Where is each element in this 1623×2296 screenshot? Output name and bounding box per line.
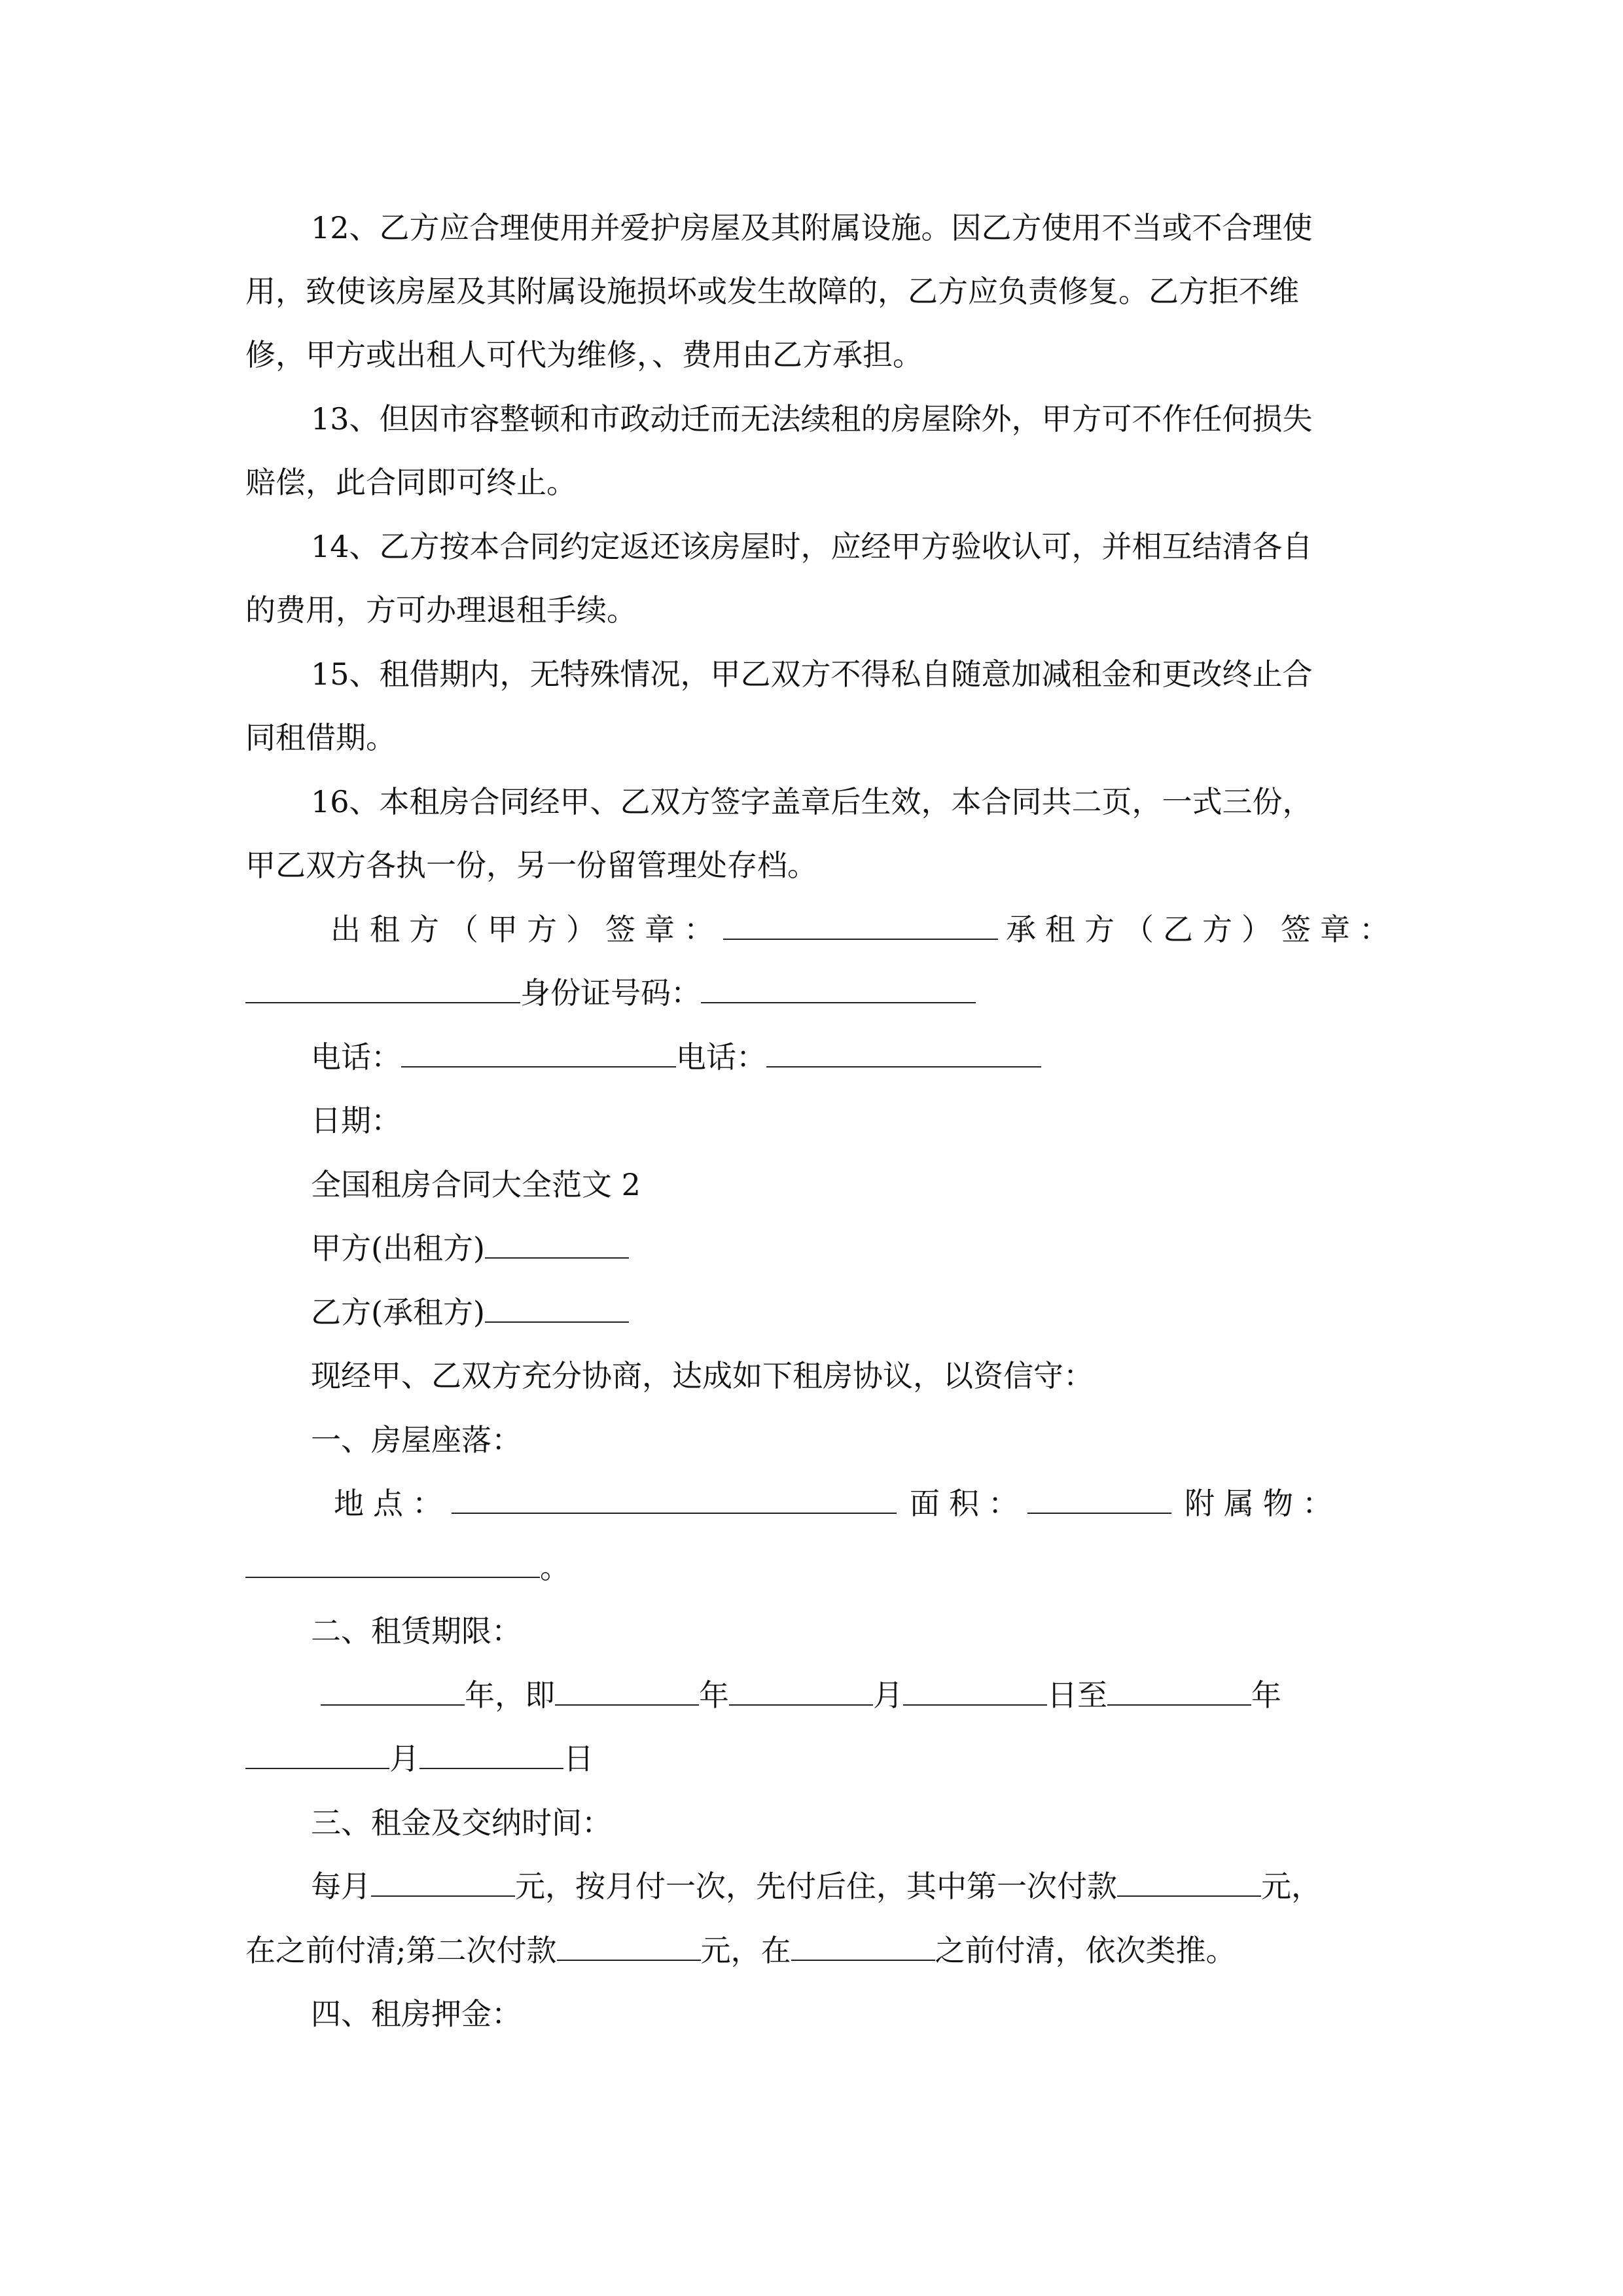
party-a-blank[interactable] [485,1229,629,1259]
yuan-at-label: 元，在 [700,1933,791,1968]
party-b-blank[interactable] [485,1293,629,1323]
clause-14-line-2: 的费用，方可办理退租手续。 [245,592,637,628]
yuan-comma: 元， [1261,1869,1321,1904]
attachment-label: 附属物： [1185,1486,1342,1521]
clause-16-line-1: 16、本租房合同经甲、乙双方签字盖章后生效，本合同共二页，一式三份， [311,784,1313,819]
clause-13-line-2: 赔偿，此合同即可终止。 [245,465,577,500]
start-day-blank[interactable] [903,1676,1047,1706]
id-number-label: 身份证号码： [520,975,701,1011]
attachment-blank[interactable] [245,1548,540,1578]
signature-row-1 [330,910,1399,949]
pay-before-label: 在之前付清;第二次付款 [245,1933,557,1968]
pay-before-2-label: 之前付清，依次类推。 [935,1933,1236,1968]
party-a-label: 甲方(出租方) [311,1230,485,1266]
second-date-blank[interactable] [791,1931,935,1961]
end-month-label: 月 [389,1741,419,1776]
area-label: 面积： [910,1486,1027,1521]
section-2-title: 二、租赁期限： [311,1613,522,1649]
start-month-blank[interactable] [729,1676,873,1706]
clause-13-line-1: 13、但因市容整顿和市政动迁而无法续租的房屋除外，甲方可不作任何损失 [311,401,1313,437]
party-b-row [311,1293,629,1332]
lessor-sign-label: 出租方（甲方）签章： [330,912,723,947]
date-label: 日期： [311,1103,401,1138]
party-b-label: 乙方(承租方) [311,1295,485,1330]
contract2-title: 全国租房合同大全范文 2 [311,1167,641,1202]
attachment-row [245,1548,570,1587]
lessee-sign-blank[interactable] [245,973,520,1003]
rent-row-2 [245,1931,1236,1970]
end-year-label: 年 [1251,1677,1281,1713]
id-number-blank[interactable] [701,973,976,1003]
clause-12-line-3: 修，甲方或出租人可代为维修，、费用由乙方承担。 [245,337,923,372]
end-day-blank[interactable] [419,1739,563,1769]
clause-16-line-2: 甲乙双方各执一份，另一份留管理处存档。 [245,848,817,883]
party-a-row [311,1229,629,1268]
lessor-sign-blank[interactable] [723,910,998,940]
clause-12-line-1: 12、乙方应合理使用并爱护房屋及其附属设施。因乙方使用不当或不合理使 [311,210,1313,245]
location-label: 地点： [334,1486,452,1521]
start-year-label: 年 [699,1677,729,1713]
rent-monthly-label: 每月 [311,1869,371,1904]
end-year-blank[interactable] [1107,1676,1251,1706]
location-row [334,1484,1342,1523]
section-4-title: 四、租房押金： [311,1996,522,2032]
clause-15-line-1: 15、租借期内，无特殊情况，甲乙双方不得私自随意加减租金和更改终止合 [311,656,1313,692]
term-year-label: 年，即 [465,1677,555,1713]
signature-row-2 [245,973,976,1013]
second-payment-blank[interactable] [557,1931,701,1961]
day-to-label: 日至 [1047,1677,1107,1713]
lessee-sign-label: 承租方（乙方）签章： [1006,912,1399,947]
end-month-blank[interactable] [245,1739,389,1769]
term-row [321,1676,1281,1715]
end-day-label: 日 [563,1741,594,1776]
phone-label-2: 电话： [676,1039,766,1075]
term-row-2 [245,1739,594,1778]
section-1-title: 一、房屋座落： [311,1422,522,1458]
rent-row-1 [311,1867,1321,1906]
clause-14-line-1: 14、乙方按本合同约定返还该房屋时，应经甲方验收认可，并相互结清各自 [311,529,1313,564]
monthly-rent-blank[interactable] [371,1867,515,1897]
first-payment-blank[interactable] [1117,1867,1261,1897]
phone-row [311,1037,1041,1077]
phone-label-1: 电话： [311,1039,401,1075]
phone-blank-1[interactable] [401,1037,676,1067]
contract2-intro: 现经甲、乙双方充分协商，达成如下租房协议，以资信守： [311,1358,1094,1393]
start-year-blank[interactable] [555,1676,699,1706]
phone-blank-2[interactable] [766,1037,1041,1067]
start-month-label: 月 [873,1677,903,1713]
section-3-title: 三、租金及交纳时间： [311,1805,612,1840]
area-blank[interactable] [1027,1484,1171,1514]
attachment-period: 。 [540,1550,570,1585]
clause-15-line-2: 同租借期。 [245,720,396,755]
clause-12-line-2: 用，致使该房屋及其附属设施损坏或发生故障的，乙方应负责修复。乙方拒不维 [245,274,1299,309]
location-blank[interactable] [452,1484,897,1514]
rent-text-1: 元，按月付一次，先付后住，其中第一次付款 [515,1869,1117,1904]
term-years-blank[interactable] [321,1676,465,1706]
